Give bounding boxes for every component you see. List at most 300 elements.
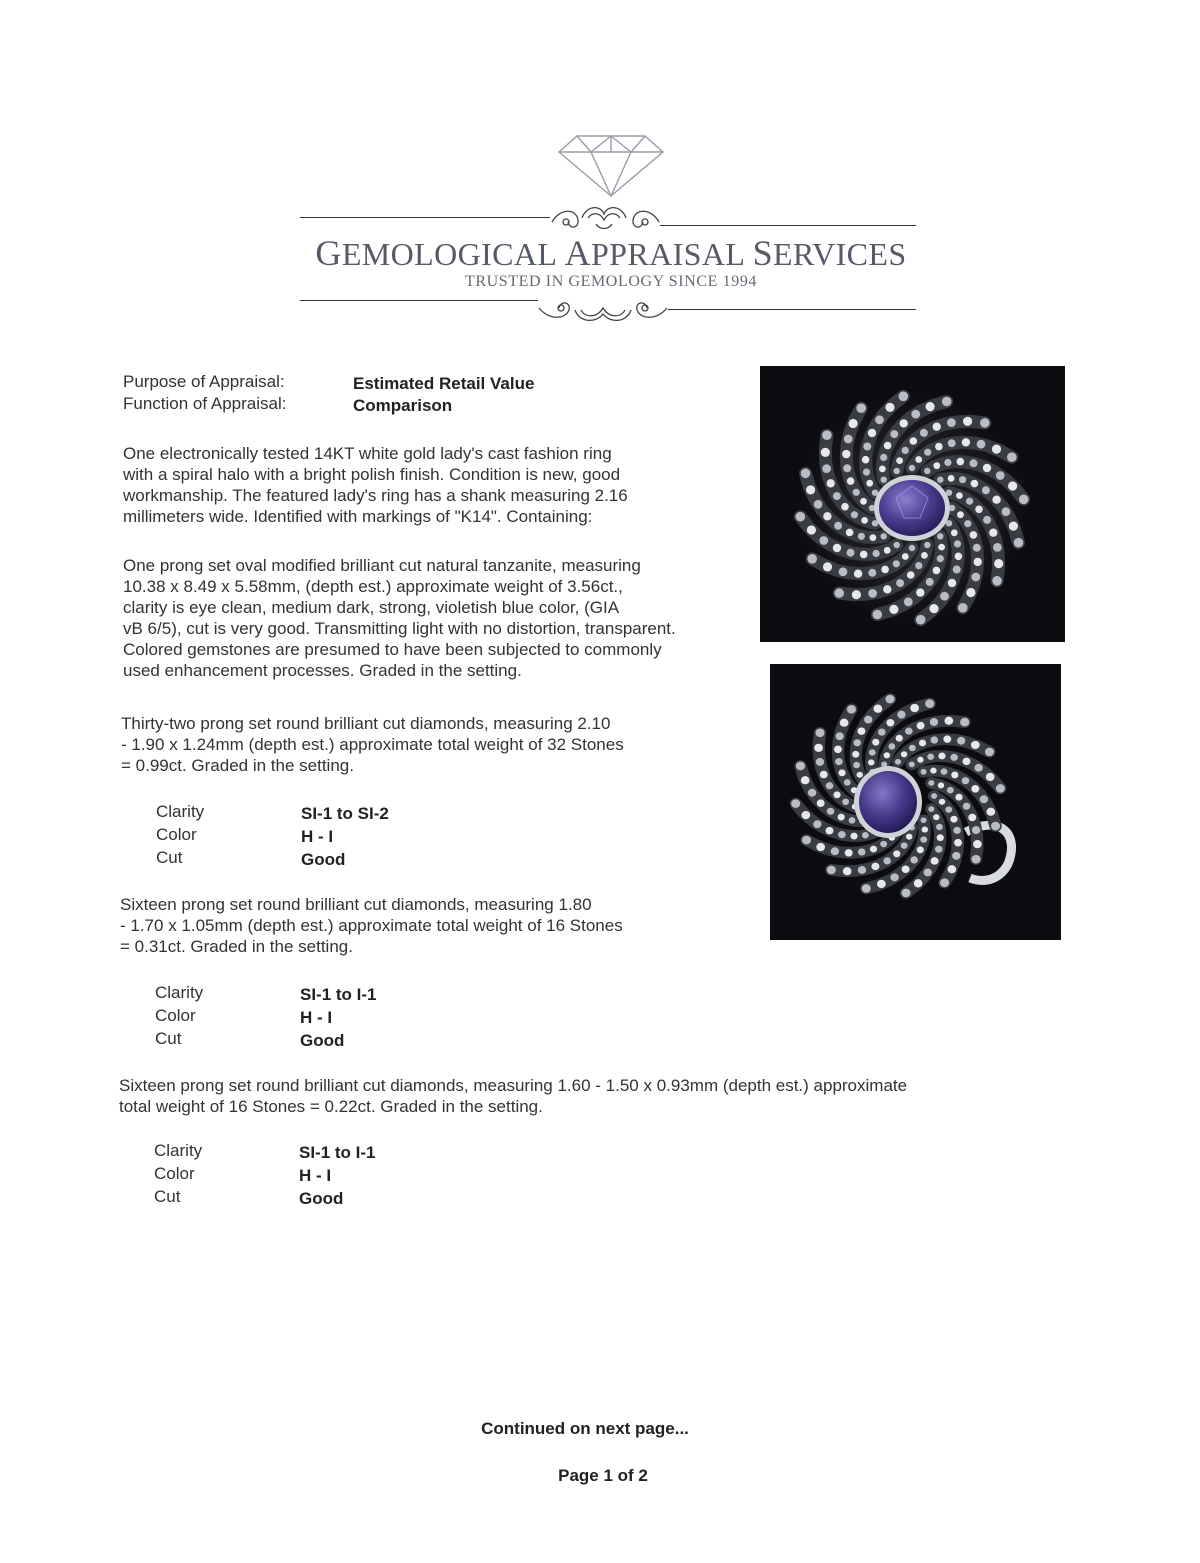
- halo-diamond: [880, 454, 887, 461]
- halo-diamond: [899, 392, 909, 402]
- halo-diamond: [955, 553, 963, 561]
- halo-diamond: [815, 729, 824, 738]
- clarity-value: SI-1 to I-1: [300, 985, 377, 1004]
- text-line: One prong set oval modified brilliant cut natural tanzanite, measuring: [123, 556, 641, 575]
- halo-diamond: [933, 567, 941, 575]
- halo-diamond: [881, 477, 887, 483]
- halo-diamond: [879, 466, 886, 473]
- halo-diamond: [843, 464, 851, 472]
- halo-diamond: [929, 604, 938, 613]
- halo-diamond: [917, 722, 925, 730]
- halo-diamond: [813, 820, 821, 828]
- halo-diamond: [822, 464, 831, 473]
- halo-diamond: [873, 550, 880, 557]
- text-line: workmanship. The featured lady's ring has a shank measuring 2.16: [123, 486, 628, 505]
- halo-diamond: [895, 759, 901, 765]
- halo-diamond: [822, 430, 832, 440]
- color-label: Color: [156, 825, 197, 844]
- halo-diamond: [989, 529, 997, 537]
- halo-diamond: [880, 841, 887, 847]
- company-name: GEMOLOGICAL APPRAISAL SERVICES: [315, 233, 907, 273]
- halo-diamond: [915, 456, 922, 463]
- halo-diamond: [902, 553, 909, 560]
- diamond-group-3-labels: [154, 1139, 202, 1208]
- halo-diamond: [971, 855, 980, 864]
- halo-diamond: [973, 840, 982, 848]
- halo-diamond: [952, 852, 960, 860]
- halo-diamond: [910, 856, 918, 863]
- halo-diamond: [888, 743, 895, 749]
- diamond-group-1-description: [121, 713, 624, 776]
- halo-diamond: [917, 846, 924, 853]
- halo-diamond: [919, 740, 926, 747]
- halo-diamond: [1008, 481, 1017, 490]
- halo-diamond: [864, 716, 872, 724]
- halo-diamond: [954, 839, 962, 847]
- clarity-value: SI-1 to I-1: [299, 1143, 376, 1162]
- halo-diamond: [991, 822, 1000, 831]
- halo-diamond: [858, 848, 866, 855]
- halo-diamond: [974, 764, 982, 772]
- halo-diamond: [924, 449, 931, 456]
- halo-diamond: [900, 419, 908, 427]
- halo-diamond: [807, 525, 816, 534]
- halo-diamond: [956, 492, 963, 499]
- halo-diamond: [843, 867, 852, 875]
- cut-value: Good: [301, 850, 346, 869]
- halo-diamond: [846, 529, 854, 537]
- halo-diamond: [928, 806, 934, 812]
- halo-diamond: [937, 834, 944, 841]
- halo-diamond: [885, 403, 894, 412]
- halo-diamond: [909, 465, 915, 471]
- halo-diamond: [893, 850, 900, 857]
- halo-diamond: [933, 462, 940, 469]
- halo-diamond: [861, 517, 868, 524]
- halo-diamond: [985, 748, 994, 757]
- halo-diamond: [964, 520, 971, 527]
- halo-diamond: [993, 543, 1002, 552]
- halo-diamond: [841, 503, 849, 511]
- halo-diamond: [938, 782, 944, 788]
- halo-diamond: [896, 579, 904, 587]
- halo-diamond: [881, 566, 889, 574]
- ring-description: [123, 443, 628, 527]
- halo-diamond: [838, 814, 845, 821]
- halo-diamond: [847, 705, 856, 714]
- halo-diamond: [963, 803, 971, 810]
- halo-diamond: [894, 468, 900, 474]
- halo-diamond: [826, 782, 834, 789]
- halo-diamond: [801, 811, 810, 819]
- halo-diamond: [947, 865, 956, 873]
- halo-diamond: [827, 808, 835, 815]
- halo-diamond: [996, 471, 1005, 480]
- halo-diamond: [845, 849, 853, 857]
- halo-diamond: [871, 863, 879, 871]
- halo-diamond: [833, 544, 841, 552]
- halo-diamond: [957, 511, 964, 518]
- halo-diamond: [893, 560, 900, 567]
- halo-diamond: [955, 794, 962, 801]
- halo-diamond: [937, 533, 943, 539]
- halo-diamond: [834, 522, 842, 530]
- divider-line: [300, 217, 550, 218]
- halo-diamond: [901, 842, 908, 848]
- cut-label: Cut: [156, 848, 183, 867]
- halo-diamond: [909, 762, 915, 768]
- halo-diamond: [868, 429, 876, 437]
- halo-diamond: [821, 448, 830, 457]
- halo-diamond: [948, 579, 956, 587]
- halo-diamond: [921, 769, 927, 775]
- cut-value: Good: [299, 1189, 344, 1208]
- text-line: Sixteen prong set round brilliant cut diamonds, measuring 1.80: [120, 895, 592, 914]
- halo-diamond: [904, 598, 913, 607]
- halo-diamond: [906, 834, 912, 840]
- halo-diamond: [852, 751, 859, 758]
- halo-diamond: [910, 704, 919, 712]
- text-line: = 0.99ct. Graded in the setting.: [121, 756, 354, 775]
- halo-diamond: [873, 705, 882, 713]
- halo-diamond: [907, 571, 915, 579]
- halo-diamond: [823, 512, 831, 520]
- halo-diamond: [924, 868, 932, 876]
- halo-diamond: [807, 554, 817, 564]
- diamond-group-1-values: [301, 802, 389, 871]
- halo-diamond: [935, 846, 943, 853]
- halo-diamond: [853, 739, 861, 746]
- halo-diamond: [869, 749, 876, 755]
- halo-diamond: [827, 479, 835, 487]
- text-line: with a spiral halo with a bright polish finish. Condition is new, good: [123, 465, 621, 484]
- halo-diamond: [863, 443, 871, 451]
- halo-diamond: [940, 878, 949, 887]
- halo-diamond: [1014, 538, 1024, 548]
- halo-diamond: [878, 729, 886, 736]
- halo-diamond: [868, 589, 877, 598]
- halo-diamond: [927, 754, 934, 760]
- text-line: total weight of 16 Stones = 0.22ct. Graded in the setting.: [119, 1097, 543, 1116]
- diamond-group-2-values: [300, 983, 377, 1052]
- halo-diamond: [806, 485, 815, 494]
- halo-diamond: [938, 544, 945, 551]
- halo-diamond: [921, 817, 927, 823]
- halo-diamond: [901, 751, 907, 757]
- halo-diamond: [910, 437, 918, 445]
- text-line: millimeters wide. Identified with markings of "K14". Containing:: [123, 507, 593, 526]
- halo-diamond: [916, 588, 924, 596]
- halo-diamond: [948, 439, 956, 447]
- text-line: = 0.31ct. Graded in the setting.: [120, 937, 353, 956]
- halo-diamond: [958, 603, 968, 613]
- text-line: - 1.70 x 1.05mm (depth est.) approximate total weight of 16 Stones: [120, 916, 623, 935]
- halo-diamond: [944, 459, 951, 466]
- halo-diamond: [833, 791, 840, 798]
- function-value: Comparison: [353, 396, 453, 415]
- ring-top-view-image: [760, 366, 1065, 642]
- halo-diamond: [966, 588, 975, 597]
- halo-diamond: [950, 754, 958, 761]
- halo-diamond: [971, 480, 979, 488]
- divider-line: [668, 309, 916, 310]
- halo-diamond: [881, 533, 887, 539]
- diamond-group-2-description: [120, 894, 623, 957]
- halo-diamond: [868, 569, 876, 577]
- halo-diamond: [857, 727, 865, 735]
- halo-diamond: [1002, 507, 1011, 516]
- halo-diamond: [1007, 452, 1017, 462]
- text-line: vB 6/5), cut is very good. Transmitting light with no distortion, transparent.: [123, 619, 676, 638]
- halo-diamond: [801, 469, 811, 479]
- halo-diamond: [856, 772, 862, 778]
- halo-diamond: [909, 745, 916, 751]
- cut-label: Cut: [154, 1187, 181, 1206]
- halo-diamond: [890, 430, 898, 438]
- halo-diamond: [858, 533, 865, 540]
- halo-diamond: [850, 833, 857, 840]
- halo-diamond: [896, 457, 903, 464]
- halo-diamond: [994, 559, 1003, 568]
- halo-diamond: [924, 468, 930, 474]
- halo-diamond: [933, 423, 941, 431]
- function-label: Function of Appraisal:: [123, 394, 287, 413]
- color-value: H - I: [300, 1008, 333, 1027]
- halo-diamond: [885, 695, 894, 704]
- halo-diamond: [944, 717, 953, 725]
- halo-diamond: [849, 419, 858, 428]
- halo-diamond: [835, 758, 843, 765]
- halo-diamond: [962, 777, 970, 784]
- halo-diamond: [953, 827, 961, 834]
- halo-diamond: [833, 492, 841, 500]
- halo-diamond: [838, 831, 846, 838]
- halo-diamond: [971, 741, 980, 749]
- halo-diamond: [975, 506, 983, 514]
- halo-diamond: [863, 469, 870, 476]
- halo-diamond: [974, 558, 982, 566]
- halo-diamond: [950, 816, 957, 823]
- halo-diamond: [816, 843, 825, 851]
- halo-diamond: [942, 397, 952, 407]
- halo-diamond: [983, 516, 991, 524]
- cut-label: Cut: [155, 1029, 182, 1048]
- halo-diamond: [920, 429, 928, 437]
- halo-diamond: [870, 846, 877, 853]
- halo-diamond: [902, 447, 909, 454]
- halo-diamond: [831, 847, 839, 855]
- halo-diamond: [916, 615, 926, 625]
- halo-diamond: [930, 718, 938, 726]
- halo-diamond: [933, 814, 939, 820]
- halo-diamond: [971, 785, 979, 793]
- halo-diamond: [870, 534, 877, 541]
- divider-line: [300, 300, 538, 301]
- halo-diamond: [962, 438, 970, 446]
- halo-diamond: [808, 789, 816, 797]
- halo-diamond: [866, 480, 873, 487]
- halo-diamond: [943, 735, 951, 743]
- halo-diamond: [844, 779, 851, 785]
- diamond-logo-icon: [555, 128, 667, 198]
- halo-diamond: [884, 752, 890, 758]
- halo-diamond: [945, 806, 952, 812]
- halo-diamond: [858, 866, 866, 874]
- halo-diamond: [834, 746, 842, 754]
- halo-diamond: [796, 762, 805, 771]
- halo-diamond: [851, 511, 858, 518]
- halo-diamond: [862, 456, 870, 464]
- halo-diamond: [977, 440, 986, 449]
- text-line: - 1.90 x 1.24mm (depth est.) approximate total weight of 32 Stones: [121, 735, 624, 754]
- clarity-label: Clarity: [155, 983, 204, 1002]
- halo-diamond: [983, 464, 991, 472]
- halo-diamond: [883, 857, 891, 864]
- halo-diamond: [917, 757, 923, 763]
- halo-diamond: [960, 718, 969, 727]
- flourish-ornament-icon: [548, 200, 663, 234]
- halo-diamond: [972, 826, 980, 834]
- divider-line: [660, 225, 916, 226]
- halo-diamond: [801, 776, 810, 784]
- diamond-group-2-labels: [155, 981, 203, 1050]
- halo-diamond: [957, 737, 965, 745]
- halo-diamond: [947, 787, 954, 793]
- color-label: Color: [155, 1006, 196, 1025]
- halo-diamond: [894, 542, 900, 548]
- flourish-ornament-icon: [535, 294, 671, 328]
- halo-diamond: [840, 719, 849, 727]
- halo-diamond: [889, 605, 898, 614]
- halo-diamond: [966, 498, 973, 505]
- page-number: Page 1 of 2: [558, 1466, 648, 1485]
- halo-diamond: [957, 458, 965, 466]
- clarity-label: Clarity: [154, 1141, 203, 1160]
- halo-diamond: [938, 753, 945, 760]
- halo-diamond: [875, 415, 884, 424]
- halo-diamond: [926, 402, 935, 411]
- halo-diamond: [925, 699, 934, 708]
- halo-diamond: [862, 884, 871, 893]
- halo-diamond: [992, 576, 1002, 586]
- halo-diamond: [931, 793, 937, 799]
- halo-diamond: [791, 799, 800, 808]
- halo-diamond: [820, 771, 828, 779]
- halo-diamond: [971, 573, 980, 582]
- color-value: H - I: [299, 1166, 332, 1185]
- halo-diamond: [909, 545, 915, 551]
- purpose-value: Estimated Retail Value: [353, 374, 535, 393]
- halo-diamond: [877, 880, 886, 888]
- halo-diamond: [931, 857, 939, 865]
- halo-diamond: [970, 459, 978, 467]
- halo-diamond: [802, 836, 811, 845]
- halo-diamond: [839, 567, 848, 576]
- halo-diamond: [1019, 495, 1029, 505]
- continued-note: Continued on next page...: [481, 1419, 689, 1438]
- diamond-group-3-description: [119, 1075, 907, 1117]
- halo-diamond: [823, 562, 832, 571]
- halo-diamond: [890, 873, 898, 881]
- halo-diamond: [963, 417, 972, 426]
- halo-diamond: [860, 551, 868, 559]
- halo-diamond: [854, 570, 862, 578]
- halo-diamond: [959, 476, 966, 483]
- text-line: One electronically tested 14KT white gold lady's cast fashion ring: [123, 444, 612, 463]
- halo-diamond: [992, 445, 1001, 454]
- halo-diamond: [816, 758, 824, 766]
- halo-diamond: [914, 879, 923, 887]
- halo-diamond: [901, 889, 910, 898]
- halo-diamond: [948, 475, 955, 482]
- halo-diamond: [896, 735, 903, 742]
- halo-diamond: [834, 588, 844, 598]
- ring-photo-angle: [770, 664, 1061, 940]
- company-tagline: TRUSTED IN GEMOLOGY SINCE 1994: [464, 273, 758, 290]
- halo-diamond: [940, 592, 949, 601]
- text-line: Colored gemstones are presumed to have been subjected to commonly: [123, 640, 662, 659]
- clarity-label: Clarity: [156, 802, 205, 821]
- halo-diamond: [849, 817, 856, 823]
- halo-diamond: [941, 768, 948, 774]
- halo-diamond: [920, 836, 927, 842]
- halo-diamond: [862, 832, 869, 838]
- text-line: 10.38 x 8.49 x 5.58mm, (depth est.) approximate weight of 3.56ct.,: [123, 577, 623, 596]
- halo-diamond: [937, 477, 943, 483]
- halo-diamond: [819, 536, 828, 545]
- halo-diamond: [924, 542, 930, 548]
- ring-photo-top: [760, 366, 1065, 642]
- halo-diamond: [856, 403, 866, 413]
- halo-diamond: [947, 418, 956, 427]
- halo-diamond: [930, 736, 938, 743]
- halo-diamond: [905, 728, 913, 735]
- halo-diamond: [937, 555, 944, 562]
- halo-diamond: [963, 758, 971, 766]
- halo-diamond: [970, 531, 978, 539]
- cut-value: Good: [300, 1031, 345, 1050]
- halo-diamond: [1009, 522, 1018, 531]
- tanzanite-description: [123, 555, 676, 681]
- text-line: Thirty-two prong set round brilliant cut diamonds, measuring 2.10: [121, 714, 611, 733]
- halo-diamond: [853, 762, 860, 768]
- halo-diamond: [835, 732, 843, 740]
- halo-diamond: [868, 759, 874, 765]
- halo-diamond: [928, 780, 934, 786]
- halo-diamond: [980, 418, 990, 428]
- halo-diamond: [883, 585, 891, 593]
- halo-diamond: [954, 540, 961, 547]
- halo-diamond: [939, 799, 945, 805]
- color-label: Color: [154, 1164, 195, 1183]
- halo-diamond: [884, 442, 892, 450]
- halo-diamond: [915, 562, 922, 569]
- halo-diamond: [911, 410, 920, 419]
- halo-diamond: [838, 769, 845, 776]
- ring-angle-view-image: [770, 664, 1061, 940]
- halo-diamond: [986, 773, 995, 781]
- halo-diamond: [982, 486, 990, 494]
- halo-diamond: [817, 799, 825, 807]
- halo-diamond: [968, 814, 976, 822]
- color-value: H - I: [301, 827, 334, 846]
- halo-diamond: [996, 784, 1005, 793]
- halo-diamond: [860, 498, 867, 505]
- halo-diamond: [853, 489, 860, 496]
- text-line: used enhancement processes. Graded in the setting.: [123, 661, 522, 680]
- halo-diamond: [842, 450, 850, 458]
- text-line: Sixteen prong set round brilliant cut diamonds, measuring 1.60 - 1.50 x 0.93mm (depth est.) approximate: [119, 1076, 908, 1095]
